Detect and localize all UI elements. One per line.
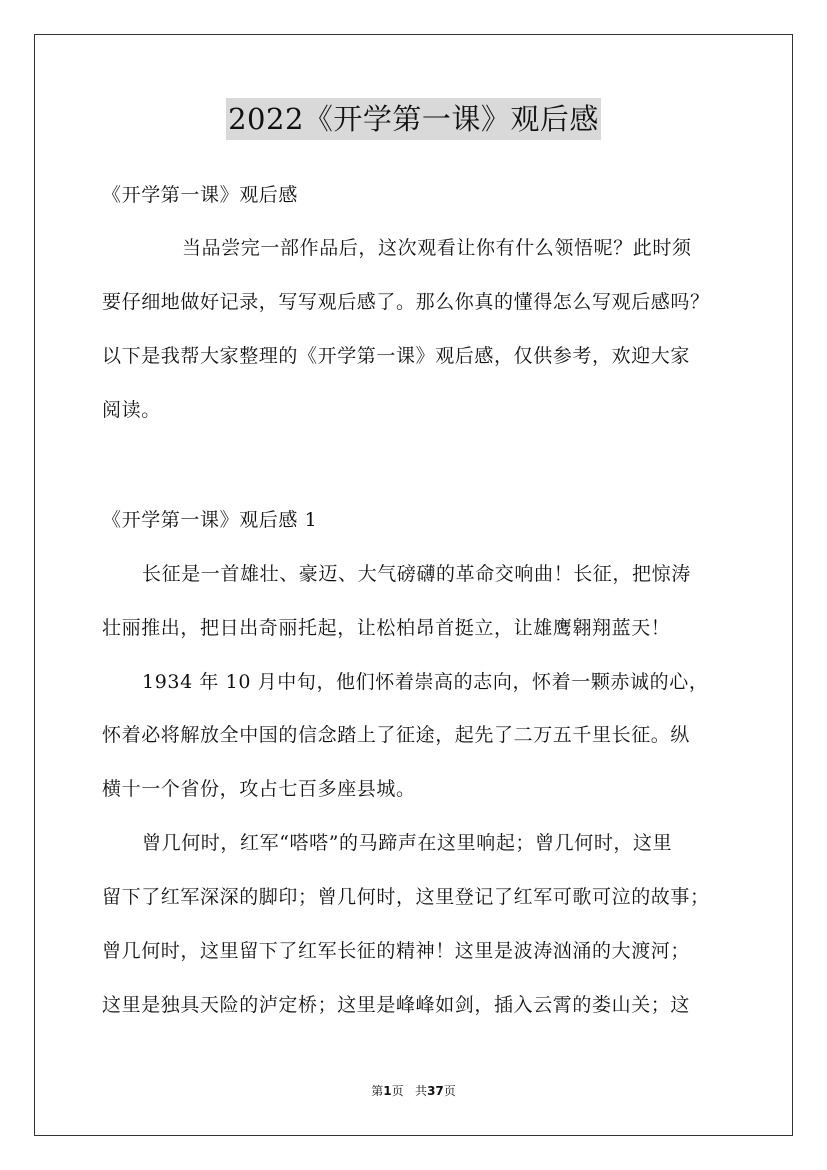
paragraph-line: 怀着必将解放全中国的信念踏上了征途，起先了二万五千里长征。纵 xyxy=(102,724,691,746)
paragraph-line: 横十一个省份，攻占七百多座县城。 xyxy=(102,778,416,800)
section-heading: 《开学第一课》观后感 xyxy=(102,184,299,206)
paragraph-line: 要仔细地做好记录，写写观后感了。那么你真的懂得怎么写观后感吗？ xyxy=(102,291,710,313)
paragraph-line: 1934 年 10 月中旬，他们怀着崇高的志向，怀着一颗赤诚的心， xyxy=(142,671,709,693)
paragraph-line: 以下是我帮大家整理的《开学第一课》观后感，仅供参考，欢迎大家 xyxy=(102,345,691,367)
paragraph-line: 当品尝完一部作品后，这次观看让你有什么领悟呢？此时须 xyxy=(182,237,692,259)
paragraph-line: 这里是独具天险的泸定桥；这里是峰峰如剑，插入云霄的娄山关；这 xyxy=(102,994,691,1016)
document-title: 2022《开学第一课》观后感 xyxy=(226,98,601,140)
paragraph-line: 壮丽推出，把日出奇丽托起，让松柏昂首挺立，让雄鹰翱翔蓝天！ xyxy=(102,617,671,639)
title-wrap xyxy=(0,98,827,140)
page-footer xyxy=(0,1083,827,1099)
page-suffix: 页 xyxy=(391,1084,404,1098)
section-heading: 《开学第一课》观后感 1 xyxy=(102,509,318,531)
page-prefix: 第 xyxy=(371,1084,384,1098)
paragraph-line: 长征是一首雄壮、豪迈、大气磅礴的革命交响曲！长征，把惊涛 xyxy=(142,563,691,585)
paragraph-line: 曾几何时，红军“嗒嗒”的马蹄声在这里响起；曾几何时，这里 xyxy=(142,832,673,854)
total-pages: 37 xyxy=(427,1084,444,1098)
page-number: 1 xyxy=(383,1084,392,1098)
total-suffix: 页 xyxy=(443,1084,456,1098)
paragraph-line: 留下了红军深深的脚印；曾几何时，这里登记了红军可歌可泣的故事； xyxy=(102,886,710,908)
paragraph-line: 曾几何时，这里留下了红军长征的精神！这里是波涛汹涌的大渡河； xyxy=(102,940,691,962)
total-prefix: 共 xyxy=(415,1084,428,1098)
paragraph-line: 阅读。 xyxy=(102,399,161,421)
